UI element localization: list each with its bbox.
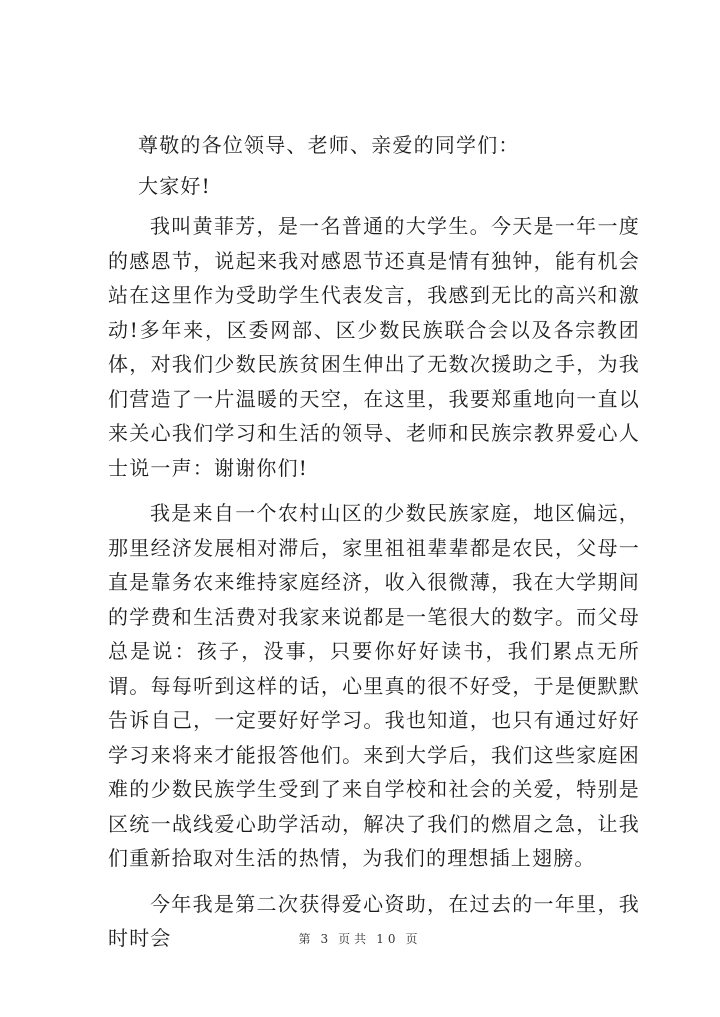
salutation: 尊敬的各位领导、老师、亲爱的同学们： (138, 133, 520, 157)
footer-page-suffix: 页 (405, 932, 422, 946)
footer-current-page: 3 (320, 932, 333, 946)
paragraph-3: 今年我是第二次获得爱心资助，在过去的一年里，我时时会 (108, 891, 640, 950)
page-footer (0, 930, 720, 947)
paragraph-2: 我是来自一个农村山区的少数民族家庭，地区偏远，那里经济发展相对滞后，家里祖祖辈辈都是农民，父母一直是靠务农来维持家庭经济，收入很微薄，我在大学期间的学费和生活费对我家来说都是一笔很大的数字。而父母总是说：孩子，没事，只要你好好读书，我们累点无所谓。每每听到这样的话，心里真的很不好受，于是便默默告诉自己，一定要好好学习。我也知道，也只有通过好好学习来将来才能报答他们。来到大学后，我们这些家庭困难的少数民族学生受到了来自学校和社会的关爱，特别是区统一战线爱心助学活动，解决了我们的燃眉之急，让我们重新拾取对生活的热情，为我们的理想插上翅膀。 (108, 501, 640, 870)
footer-page-word: 页共 (338, 932, 371, 946)
document-body (108, 128, 640, 967)
greeting: 大家好! (138, 173, 211, 198)
footer-page-label: 第 (298, 932, 315, 946)
paragraph-1: 我叫黄菲芳，是一名普通的大学生。今天是一年一度的感恩节，说起来我对感恩节还真是情有独钟，能有机会站在这里作为受助学生代表发言，我感到无比的高兴和激动!多年来，区委网部、区少数民族联合会以及各宗教团体，对我们少数民族贫困生伸出了无数次援助之手，为我们营造了一片温暖的天空，在这里，我要郑重地向一直以来关心我们学习和生活的领导、老师和民族宗教界爱心人士说一声：谢谢你们! (108, 214, 640, 480)
footer-total-pages: 10 (376, 932, 400, 946)
